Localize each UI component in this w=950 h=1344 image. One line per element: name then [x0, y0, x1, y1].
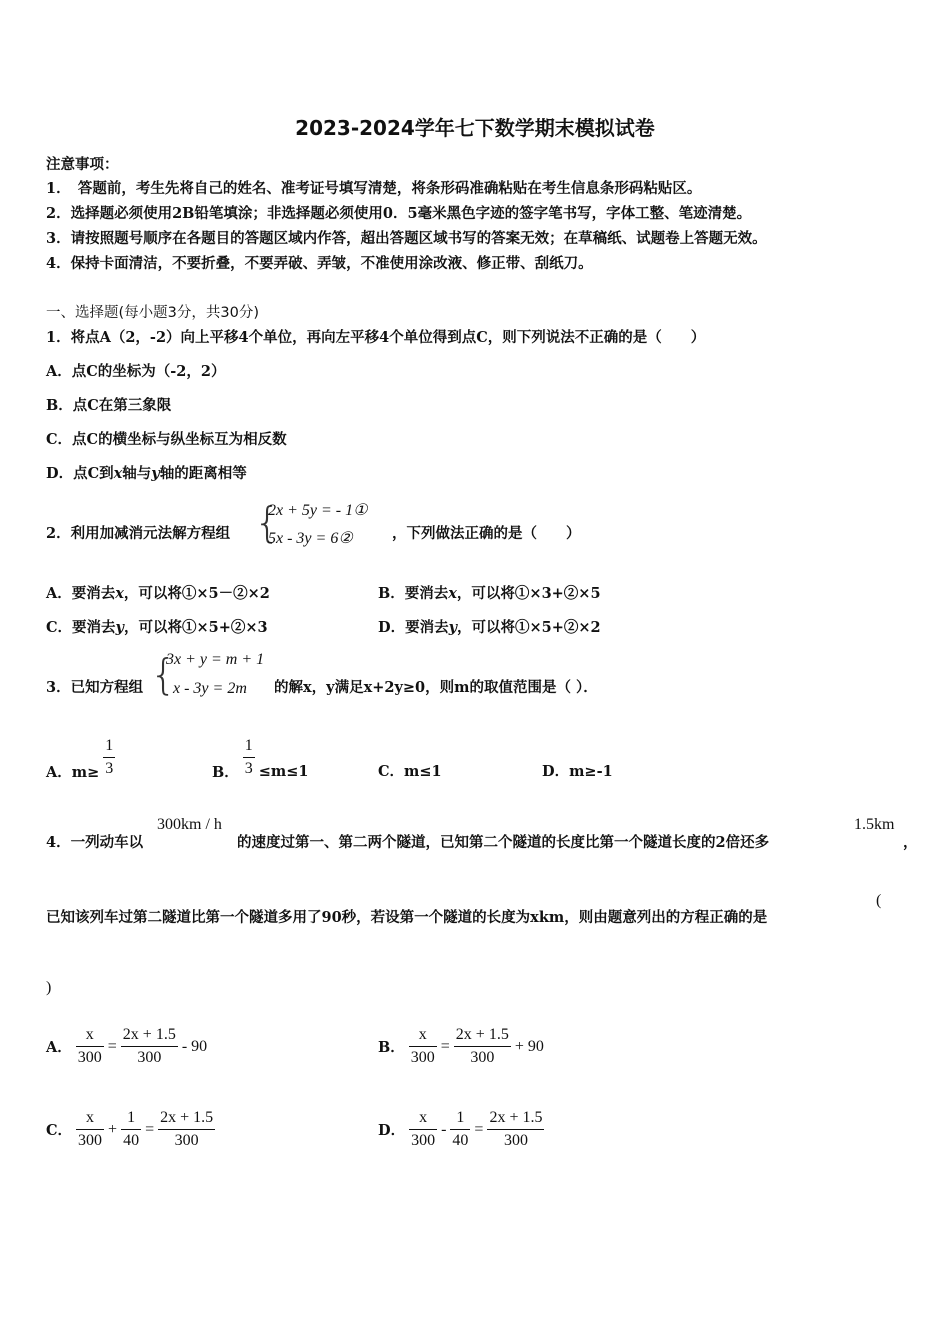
q2-option-d: D．要消去y，可以将①×5+②×2 [378, 619, 601, 636]
notice-item: 4．保持卡面清洁，不要折叠，不要弄破、弄皱，不准使用涂改液、修正带、刮纸刀。 [46, 255, 593, 272]
q1-option-d: D．点C到x轴与y轴的距离相等 [46, 465, 247, 482]
q3-option-d: D．m≥-1 [542, 763, 613, 780]
q3-option-b: B． $\frac{1}{3}$ ≤m≤1 [212, 737, 309, 781]
q2-option-c: C．要消去y，可以将①×5+②×3 [46, 619, 268, 636]
q3-stem-suffix: 的解x，y满足x+2y≥0，则m的取值范围是（ ）． [274, 679, 598, 696]
q2-option-b: B．要消去x，可以将①×3+②×5 [378, 585, 601, 602]
q4-option-d: D． $\frac{x}{300}$ - $\frac{1}{40}$ = $\frac{2x + 1.5}{300}$ [378, 1109, 543, 1149]
page-title: 2023-2024学年七下数学期末模拟试卷 [295, 116, 655, 140]
q4-option-b: B． $\frac{x}{300}$ = $\frac{2x + 1.5}{300}$ + 90 [378, 1026, 544, 1066]
q1-stem: 1．将点A（2，-2）向上平移4个单位，再向左平移4个单位得到点C，则下列说法不正确的是（ ） [46, 329, 706, 346]
q1-option-c: C．点C的横坐标与纵坐标互为相反数 [46, 431, 287, 448]
q1-option-a: A．点C的坐标为（-2，2） [46, 363, 226, 380]
notice-heading: 注意事项： [46, 156, 119, 173]
section-heading: 一、选择题(每小题3分，共30分) [46, 305, 259, 321]
notice-item: 1． 答题前，考生先将自己的姓名、准考证号填写清楚，将条形码准确粘贴在考生信息条形码粘贴区。 [46, 180, 702, 197]
q4-stem-line2: 已知该列车过第二隧道比第一个隧道多用了90秒，若设第一个隧道的长度为xkm，则由题意列出的方程正确的是 [46, 909, 768, 926]
q3-option-c: C．m≤1 [378, 763, 442, 780]
q4-stem-middle: 的速度过第一、第二两个隧道，已知第二个隧道的长度比第一个隧道长度的2倍还多 [237, 834, 770, 851]
q3-stem-prefix: 3．已知方程组 [46, 679, 144, 696]
q4-speed: 300km / h [157, 816, 222, 833]
q2-option-a: A．要消去x，可以将①×5－②×2 [46, 585, 270, 602]
brace-glyph: { [254, 498, 281, 547]
q4-stem-prefix: 4．一列动车以 [46, 834, 144, 851]
q4-comma: ， [903, 834, 918, 851]
q2-equation-1: 2x + 5y = - 1① [268, 502, 368, 519]
q4-option-c: C． $\frac{x}{300}$ + $\frac{1}{40}$ = $\frac{2x + 1.5}{300}$ [46, 1109, 214, 1149]
q3-option-a: A．m≥ $\frac{1}{3}$ [46, 737, 114, 781]
q4-open-paren: ( [876, 892, 882, 909]
q1-option-b: B．点C在第三象限 [46, 397, 172, 414]
notice-item: 3．请按照题号顺序在各题目的答题区域内作答，超出答题区域书写的答案无效；在草稿纸、试题卷上答题无效。 [46, 230, 767, 247]
q4-option-a: A． $\frac{x}{300}$ = $\frac{2x + 1.5}{300}$ - 90 [46, 1026, 208, 1066]
q3-equation-2: x - 3y = 2m [173, 680, 247, 697]
q4-extra-length: 1.5km [854, 816, 895, 833]
q4-close-paren: ) [46, 979, 52, 996]
q2-stem-suffix: ，下列做法正确的是（ ） [392, 525, 581, 542]
q2-equation-2: 5x - 3y = 6② [268, 530, 353, 547]
brace-glyph: { [150, 650, 177, 699]
q3-equation-1: 3x + y = m + 1 [166, 651, 265, 668]
q2-stem-prefix: 2．利用加减消元法解方程组 [46, 525, 231, 542]
notice-item: 2．选择题必须使用2B铅笔填涂；非选择题必须使用0．5毫米黑色字迹的签字笔书写，字体工整、笔迹清楚。 [46, 205, 752, 222]
